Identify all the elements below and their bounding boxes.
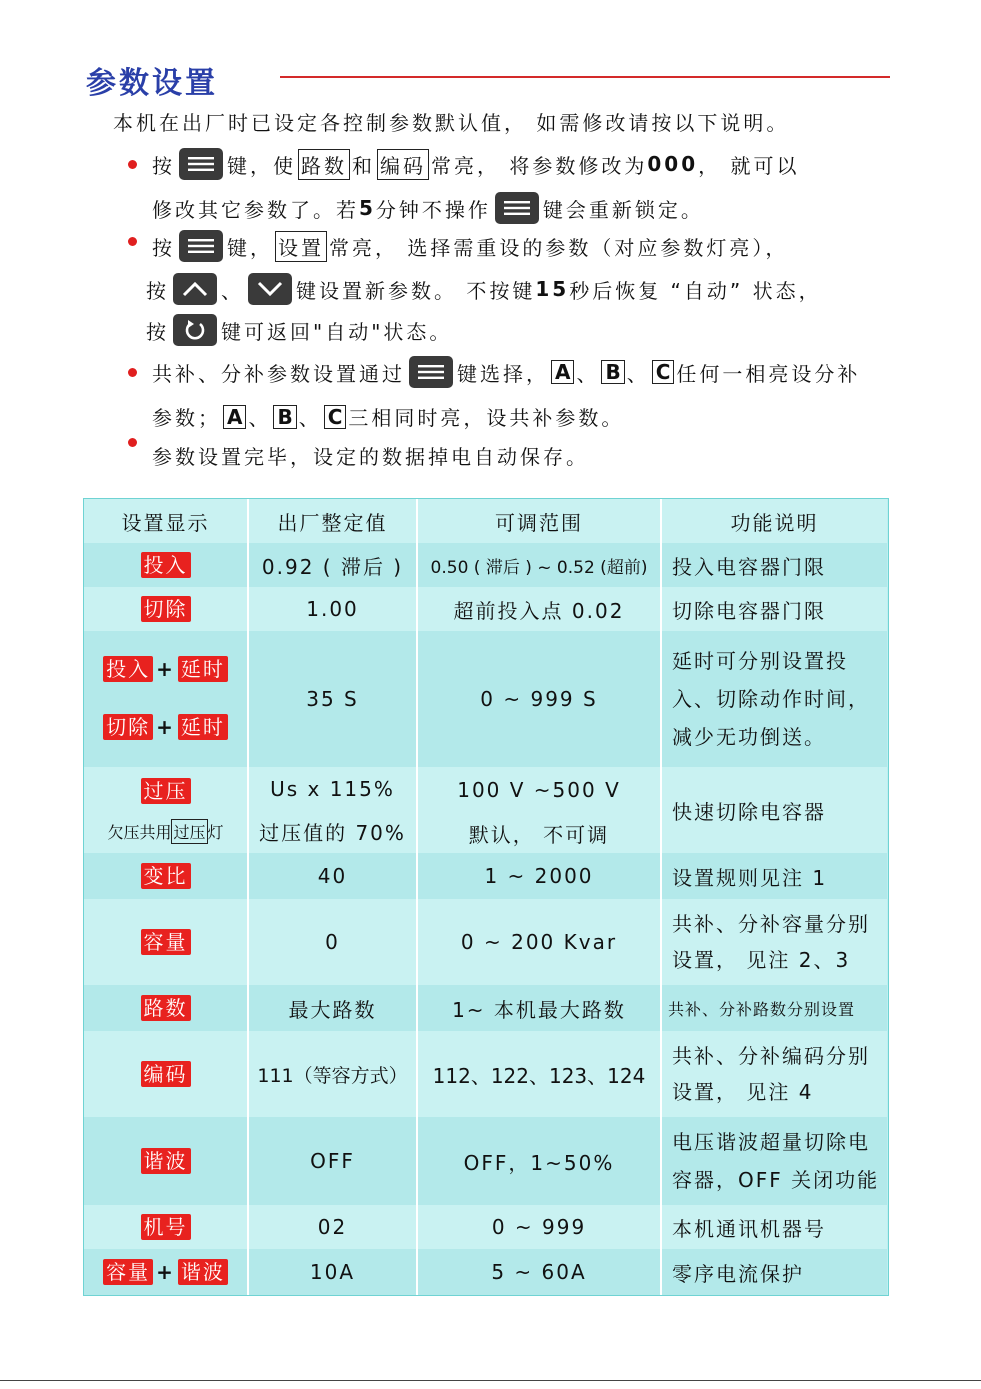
tag-harmonic: 谐波 xyxy=(141,1148,191,1174)
cell-function: 切除电容器门限 xyxy=(672,598,826,623)
cell-function: 共补、分补容量分别设置， 见注 2、3 xyxy=(672,912,870,972)
text: 三相同时亮，设共补参数。 xyxy=(348,406,625,430)
tag-capacity: 容量 xyxy=(103,1259,153,1285)
table-row-display xyxy=(84,587,247,631)
table-row-display xyxy=(84,649,247,689)
up-arrow-key-icon xyxy=(173,273,217,305)
cell-default: 35 S xyxy=(306,687,359,711)
cell-range: 0 ~ 999 S xyxy=(480,687,598,711)
cell-default: 10A xyxy=(309,1260,356,1284)
table-row-display xyxy=(84,1117,247,1205)
text: 灯 xyxy=(207,822,224,842)
cell-range: 默认， 不可调 xyxy=(468,822,610,847)
text: 按 xyxy=(152,235,175,260)
table-row-display xyxy=(84,707,247,747)
tag-code: 编码 xyxy=(141,1061,191,1087)
plus-sign: + xyxy=(156,657,175,681)
table-row-display xyxy=(84,1031,247,1117)
cell-function: 本机通讯机器号 xyxy=(672,1216,826,1241)
header-default: 出厂整定值 xyxy=(277,510,388,535)
text: 秒后恢复 “自动” 状态， xyxy=(569,278,822,303)
code-label: 编码 xyxy=(377,149,429,180)
tag-switch-out: 切除 xyxy=(141,596,191,622)
bullet-3 xyxy=(128,368,137,377)
tag-switch-out: 切除 xyxy=(103,714,153,740)
menu-key-icon xyxy=(409,356,453,388)
cell-default: 1.00 xyxy=(306,597,359,621)
tag-delay: 延时 xyxy=(178,714,228,740)
menu-key-icon xyxy=(179,148,223,180)
cell-range: 超前投入点 0.02 xyxy=(453,598,625,623)
intro-text: 本机在出厂时已设定各控制参数默认值， 如需修改请按以下说明。 xyxy=(113,111,790,135)
bullet-4 xyxy=(128,438,137,447)
cell-range: 1 ~ 2000 xyxy=(484,864,594,888)
bullet-4-line-1 xyxy=(152,441,589,470)
table-row-display xyxy=(84,899,247,985)
text: 任何一相亮设分补 xyxy=(676,361,861,386)
text: 常亮， 选择需重设的参数（对应参数灯亮）， xyxy=(329,235,789,260)
title-rule xyxy=(280,76,890,78)
cell-default: 02 xyxy=(317,1215,348,1239)
tag-machine-id: 机号 xyxy=(141,1214,191,1240)
cell-function: 零序电流保护 xyxy=(672,1261,804,1286)
plus-sign: + xyxy=(156,715,175,739)
text: 、 xyxy=(298,406,322,430)
text: 参数设置完毕，设定的数据掉电自动保存。 xyxy=(152,445,589,469)
text: 键，使 xyxy=(227,153,296,178)
cell-function: 延时可分别设置投入、切除动作时间，减少无功倒送。 xyxy=(672,649,870,749)
header-function: 功能说明 xyxy=(730,510,819,535)
bullet-1-line-1 xyxy=(152,148,799,180)
text: 按 xyxy=(152,153,175,178)
parameter-table xyxy=(83,498,889,1296)
tag-harmonic: 谐波 xyxy=(178,1259,228,1285)
phase-b-label: B xyxy=(273,405,296,429)
text: 、 xyxy=(221,278,244,303)
overvoltage-lamp-label: 过压 xyxy=(171,819,207,844)
tag-overvoltage: 过压 xyxy=(141,778,191,804)
cell-range: 0 ~ 999 xyxy=(491,1215,587,1239)
table-row-display xyxy=(84,853,247,899)
phase-c-label: C xyxy=(324,405,347,429)
cell-range: 5 ~ 60A xyxy=(491,1260,587,1284)
text: 键会重新锁定。 xyxy=(542,197,704,222)
undervoltage-note xyxy=(84,813,247,849)
text: 修改其它参数了。若 xyxy=(152,197,359,222)
unlock-code: 000 xyxy=(647,152,699,176)
cell-default: Us x 115% xyxy=(270,777,395,801)
cell-default: 111（等容方式） xyxy=(257,1064,408,1087)
bullet-2-line-1 xyxy=(152,230,788,262)
cell-default: 最大路数 xyxy=(288,997,377,1022)
text: 、 xyxy=(626,361,650,386)
tag-switch-in: 投入 xyxy=(141,552,191,578)
cell-function: 电压谐波超量切除电容器，OFF 关闭功能 xyxy=(672,1130,880,1192)
cell-default: OFF xyxy=(310,1149,355,1173)
bullet-2-line-3 xyxy=(146,314,452,346)
bullet-3-line-2 xyxy=(152,402,624,431)
cell-default: 过压值的 70% xyxy=(259,820,406,845)
bullet-1 xyxy=(128,160,137,169)
text: 、 xyxy=(576,361,600,386)
tag-capacity: 容量 xyxy=(141,929,191,955)
tag-switch-in: 投入 xyxy=(103,656,153,682)
cell-default: 0.92 ( 滞后 ) xyxy=(261,554,404,579)
text: 分钟不操作 xyxy=(375,197,491,222)
return-key-icon xyxy=(173,314,217,346)
table-row-display xyxy=(84,773,247,809)
tag-route-count: 路数 xyxy=(141,995,191,1021)
bullet-2-line-2 xyxy=(146,273,822,305)
cell-function: 共补、分补编码分别设置， 见注 4 xyxy=(672,1044,870,1104)
minutes-value: 5 xyxy=(359,196,376,220)
text: 共补、分补参数设置通过 xyxy=(152,361,405,386)
cell-function: 共补、分补路数分别设置 xyxy=(668,999,856,1019)
bullet-2 xyxy=(128,237,137,246)
cell-function: 设置规则见注 1 xyxy=(672,865,828,890)
setting-label: 设置 xyxy=(275,231,327,262)
tag-delay: 延时 xyxy=(178,656,228,682)
cell-range: 112、122、123、124 xyxy=(432,1063,646,1088)
cell-function: 快速切除电容器 xyxy=(672,799,826,824)
text: 键， xyxy=(227,235,273,260)
menu-key-icon xyxy=(179,230,223,262)
header-range: 可调范围 xyxy=(495,510,583,535)
phase-c-label: C xyxy=(652,360,675,384)
bullet-3-line-1 xyxy=(152,356,860,388)
down-arrow-key-icon xyxy=(248,273,292,305)
cell-range: 0 ~ 200 Kvar xyxy=(460,930,618,954)
table-row-display xyxy=(84,1205,247,1249)
bullet-1-line-2 xyxy=(152,192,704,224)
cell-default: 40 xyxy=(317,864,348,888)
cell-function: 投入电容器门限 xyxy=(672,554,826,579)
seconds-value: 15 xyxy=(535,277,570,301)
text: 常亮， 将参数修改为 xyxy=(431,153,648,178)
table-row-display xyxy=(84,1249,247,1295)
cell-range: 1~ 本机最大路数 xyxy=(452,997,626,1022)
menu-key-icon xyxy=(495,192,539,224)
cell-range: OFF，1~50% xyxy=(463,1150,615,1175)
cell-range: 0.50 ( 滞后 ) ~ 0.52 (超前) xyxy=(430,557,648,578)
text: 键设置新参数。 不按键 xyxy=(296,278,536,303)
text: ， 就可以 xyxy=(698,153,800,178)
route-count-label: 路数 xyxy=(298,149,350,180)
table-row-display xyxy=(84,985,247,1031)
table-row-display xyxy=(84,543,247,587)
text: 欠压共用 xyxy=(107,822,172,842)
text: 键可返回"自动"状态。 xyxy=(221,319,453,344)
text: 键选择， xyxy=(457,361,549,386)
text: 和 xyxy=(352,153,375,178)
text: 参数； xyxy=(152,406,221,430)
phase-a-label: A xyxy=(223,405,246,429)
phase-a-label: A xyxy=(551,360,574,384)
cell-range: 100 V ~500 V xyxy=(457,778,621,802)
phase-b-label: B xyxy=(601,360,624,384)
tag-ratio: 变比 xyxy=(141,863,191,889)
header-display: 设置显示 xyxy=(121,510,210,535)
page-title: 参数设置 xyxy=(86,66,218,101)
plus-sign: + xyxy=(156,1260,175,1284)
text: 按 xyxy=(146,319,169,344)
text: 、 xyxy=(248,406,272,430)
cell-default: 0 xyxy=(325,930,340,954)
page-bottom-rule xyxy=(0,1380,981,1381)
text: 按 xyxy=(146,278,169,303)
